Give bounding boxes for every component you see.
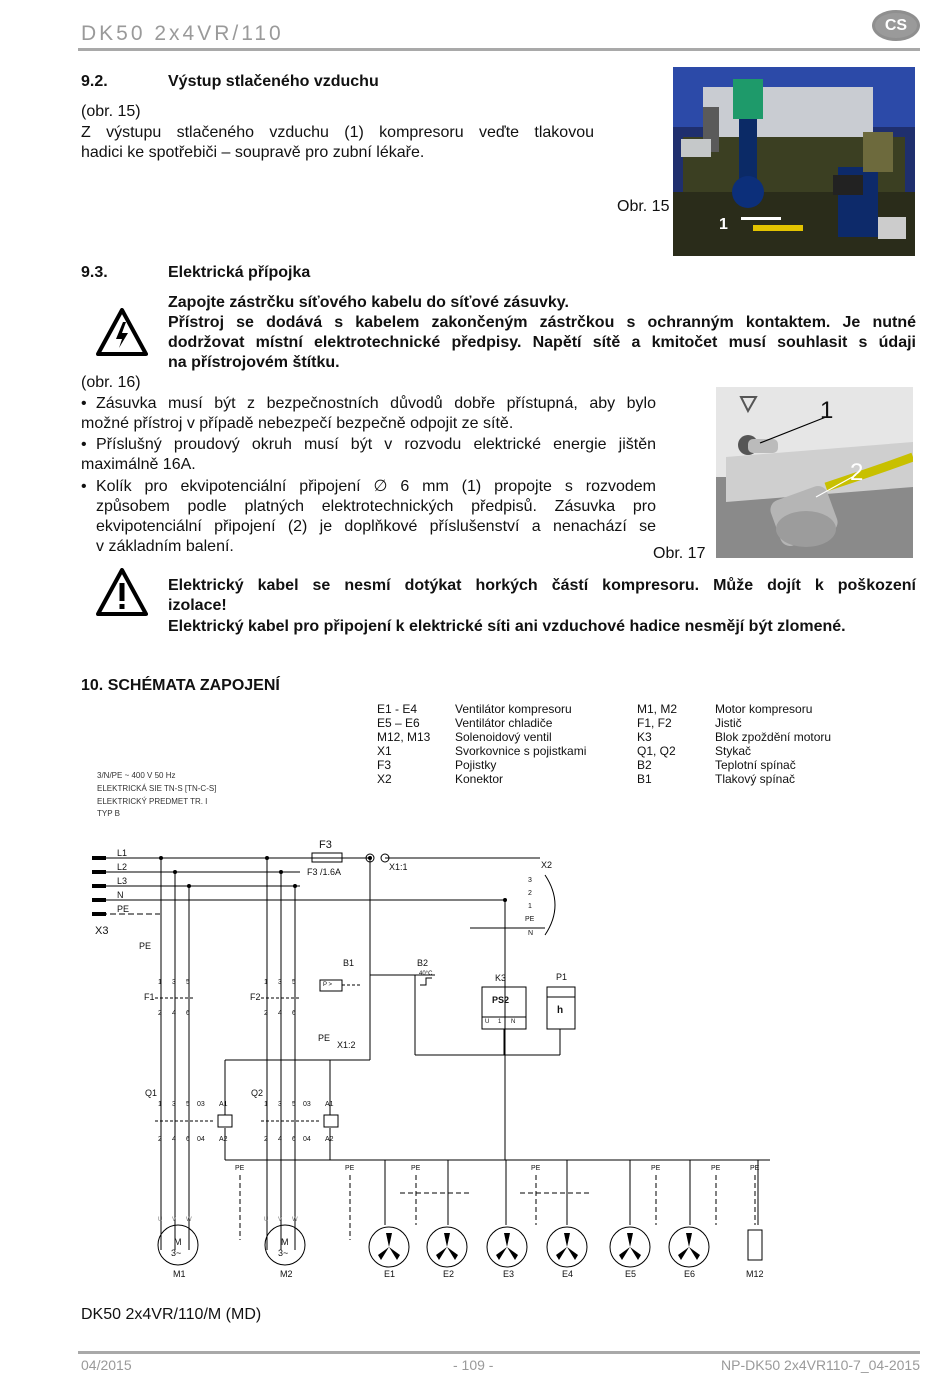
warning-line: na přístrojovém štítku. (168, 354, 340, 371)
schematic-caption: DK50 2x4VR/110/M (MD) (81, 1306, 262, 1323)
label-contact: 04 (197, 1136, 205, 1143)
figure-label-1: 1 (719, 216, 728, 233)
legend-row: M12, M13 Solenoidový ventil K3 Blok zpoždění motoru (377, 730, 832, 744)
paragraph-line: Z výstupu stlačeného vzduchu (1) kompresoru veďte tlakovou (81, 124, 594, 141)
warning-line: Zapojte zástrčku síťového kabelu do síťové zásuvky. (168, 294, 569, 311)
label-contact: 5 (186, 979, 190, 986)
footer-date: 04/2015 (81, 1357, 132, 1373)
label-hour-meter: h (557, 1005, 564, 1016)
label-contact: 5 (292, 979, 296, 986)
label-phase: W (292, 1217, 298, 1223)
supply-spec: ELEKTRICKÁ SIE TN-S [TN-C-S] (97, 784, 217, 793)
label-contact: 2 (158, 1136, 162, 1143)
label-l2: L2 (117, 862, 128, 872)
label-contact: 1 (158, 1101, 162, 1108)
footer-doc-id: NP-DK50 2x4VR110-7_04-2015 (721, 1357, 920, 1373)
bullet-icon: • (81, 395, 87, 412)
supply-spec: TYP B (97, 809, 120, 818)
label-contact: 03 (303, 1101, 311, 1108)
language-badge: CS (872, 10, 920, 41)
label-x2-pin: N (528, 930, 534, 937)
label-contact: 6 (292, 1136, 296, 1143)
label-pe: PE (235, 1165, 245, 1172)
section-title-10: 10. SCHÉMATA ZAPOJENÍ (81, 677, 280, 694)
label-contact: 2 (264, 1136, 268, 1143)
bullet-text: v základním balení. (96, 538, 234, 555)
fig-ref-16: (obr. 16) (81, 374, 141, 391)
bullet-icon: • (81, 436, 87, 453)
label-x2-pin: 3 (528, 877, 532, 884)
label-q1: Q1 (145, 1088, 158, 1098)
label-l3: L3 (117, 876, 128, 886)
label-coil: A1 (219, 1101, 228, 1108)
bullet-text: možné přístroj v případě nebezpečí bezpečně odpojit ze sítě. (81, 415, 514, 432)
label-e1: E1 (384, 1269, 396, 1279)
motor-symbol: 3~ (278, 1248, 289, 1258)
label-pe: PE (117, 904, 130, 914)
bullet-text: ekvipotenciální připojení (2) je doplňkové příslušenství a nenachází se (96, 518, 656, 535)
label-phase: V (172, 1217, 177, 1223)
warning-line: Elektrický kabel pro připojení k elektrické síti ani vzduchové hadice nesmějí být zlomené. (168, 618, 846, 635)
label-contact: 5 (186, 1101, 190, 1108)
label-f3: F3 (319, 839, 332, 851)
label-pe: PE (651, 1165, 661, 1172)
label-contact: 2 (264, 1010, 268, 1017)
footer-divider (78, 1351, 920, 1354)
label-x2-pin: PE (525, 916, 535, 923)
label-contact: 1 (264, 1101, 268, 1108)
label-m1: M1 (173, 1269, 186, 1279)
bullet-text: Příslušný proudový okruh musí být v rozvodu elektrické energie jištěn (96, 436, 656, 453)
label-e5: E5 (625, 1269, 637, 1279)
supply-spec: 3/N/PE ~ 400 V 50 Hz (97, 771, 176, 780)
label-ps-pin: N (511, 1019, 516, 1025)
label-contact: 4 (172, 1010, 176, 1017)
label-contact: 3 (278, 1101, 282, 1108)
label-f1: F1 (144, 992, 155, 1002)
label-phase: W (186, 1217, 192, 1223)
section-number-9-3: 9.3. (81, 264, 108, 281)
figure-caption-17: Obr. 17 (653, 545, 706, 562)
label-pe: PE (531, 1165, 541, 1172)
fig-ref-15: (obr. 15) (81, 103, 141, 120)
bullet-text: Kolík pro ekvipotenciální připojení ∅ 6 mm (1) propojte s rozvodem (96, 478, 656, 495)
label-contact: 04 (303, 1136, 311, 1143)
label-contact: 1 (158, 979, 162, 986)
label-b2: B2 (417, 958, 429, 968)
label-pressure: P > (323, 982, 333, 988)
label-contact: 6 (186, 1136, 190, 1143)
warning-line: Elektrický kabel se nesmí dotýkat horkých částí kompresoru. Může dojít k poškození (168, 577, 916, 594)
label-contact: 2 (158, 1010, 162, 1017)
label-contact: 4 (172, 1136, 176, 1143)
legend-row: E1 - E4 Ventilátor kompresoru M1, M2 Motor kompresoru (377, 702, 813, 716)
legend-row: F3 Pojistky B2 Teplotní spínač (377, 758, 796, 772)
label-m2: M2 (280, 1269, 293, 1279)
figure-label-1: 1 (820, 397, 834, 424)
label-x2-pin: 2 (528, 890, 532, 897)
label-coil: A1 (325, 1101, 334, 1108)
motor-symbol: 3~ (171, 1248, 182, 1258)
warning-line: izolace! (168, 597, 227, 614)
label-contact: 3 (278, 979, 282, 986)
label-coil: A2 (219, 1136, 228, 1143)
label-temperature: 40°C (419, 971, 433, 977)
label-contact: 3 (172, 1101, 176, 1108)
label-pe: PE (411, 1165, 421, 1172)
section-number-9-2: 9.2. (81, 73, 108, 90)
label-ps-pin: U (485, 1019, 490, 1025)
label-x2-pin: 1 (528, 903, 532, 910)
section-title-9-2: Výstup stlačeného vzduchu (168, 73, 379, 90)
label-contact: 6 (292, 1010, 296, 1017)
label-contact: 4 (278, 1136, 282, 1143)
label-e2: E2 (443, 1269, 455, 1279)
label-k3: K3 (495, 973, 507, 983)
warning-line: dodržovat místní elektrotechnické předpisy. Napětí sítě a kmitočet musí souhlasit s údaji (168, 334, 916, 351)
label-pe: PE (750, 1165, 760, 1172)
label-e4: E4 (562, 1269, 574, 1279)
label-e3: E3 (503, 1269, 515, 1279)
bullet-text: maximálně 16A. (81, 456, 196, 473)
label-l1: L1 (117, 848, 128, 858)
label-pe: PE (345, 1165, 355, 1172)
bullet-icon: • (81, 478, 87, 495)
label-b1: B1 (343, 958, 355, 968)
legend-row: X2 Konektor B1 Tlakový spínač (377, 772, 796, 786)
legend-row: E5 – E6 Ventilátor chladiče F1, F2 Jistič (377, 716, 742, 730)
figure-caption-15: Obr. 15 (617, 198, 670, 215)
paragraph-line: hadici ke spotřebiči – soupravě pro zubní lékaře. (81, 144, 425, 161)
warning-line: Přístroj se dodává s kabelem zakončeným zástrčkou s ochranným kontaktem. Je nutné (168, 314, 916, 331)
label-contact: 3 (172, 979, 176, 986)
label-x1-2: X1:2 (337, 1040, 356, 1050)
label-p1: P1 (556, 972, 568, 982)
label-phase: U (158, 1217, 163, 1223)
label-f3-rating: F3 /1.6A (307, 867, 342, 877)
motor-symbol: M (281, 1237, 289, 1247)
label-pe: PE (711, 1165, 721, 1172)
bullet-text: způsobem podle platných elektrotechnických předpisů. Zásuvka pro (96, 498, 656, 515)
motor-symbol: M (174, 1237, 182, 1247)
document-title: DK50 2x4VR/110 (81, 22, 284, 45)
supply-spec: ELEKTRICKÝ PREDMET TR. I (97, 797, 208, 806)
label-ps2: PS2 (492, 995, 510, 1005)
label-coil: A2 (325, 1136, 334, 1143)
legend-row: X1 Svorkovnice s pojistkami Q1, Q2 Stykač (377, 744, 752, 758)
label-x1-1: X1:1 (389, 862, 408, 872)
label-m12: M12 (746, 1269, 764, 1279)
label-x2: X2 (541, 860, 553, 870)
label-ps-pin: 1 (498, 1019, 502, 1025)
footer-page-number: - 109 - (453, 1357, 494, 1373)
label-q2: Q2 (251, 1088, 264, 1098)
label-pe: PE (139, 941, 152, 951)
label-contact: 03 (197, 1101, 205, 1108)
label-n: N (117, 890, 124, 900)
figure-label-2: 2 (850, 459, 864, 486)
section-title-9-3: Elektrická přípojka (168, 264, 311, 281)
label-phase: V (278, 1217, 283, 1223)
label-e6: E6 (684, 1269, 696, 1279)
label-x3: X3 (95, 925, 109, 937)
label-contact: 6 (186, 1010, 190, 1017)
label-contact: 4 (278, 1010, 282, 1017)
label-contact: 5 (292, 1101, 296, 1108)
bullet-text: Zásuvka musí být z bezpečnostních důvodů dobře přístupná, aby bylo (96, 395, 656, 412)
label-pe: PE (318, 1033, 331, 1043)
label-contact: 1 (264, 979, 268, 986)
label-phase: U (264, 1217, 269, 1223)
label-f2: F2 (250, 992, 261, 1002)
